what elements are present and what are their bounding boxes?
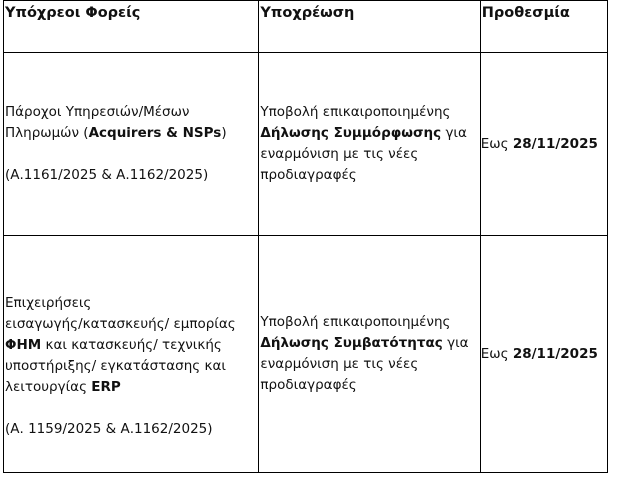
table-header-row bbox=[4, 1, 608, 53]
entities-line: ΦΗΜ και κατασκευής/ τεχνικής bbox=[5, 337, 222, 353]
obligation-bold-title: Δήλωσης Συμβατότητας bbox=[260, 335, 443, 351]
entities-cell bbox=[4, 236, 259, 473]
obligations-table bbox=[3, 0, 608, 473]
entities-bold-name: Acquirers & NSPs bbox=[88, 125, 222, 141]
deadline-date: 28/11/2025 bbox=[512, 345, 598, 362]
header-obligation: Υποχρέωση bbox=[259, 1, 480, 53]
obligation-line: Υποβολή επικαιροποιημένης bbox=[260, 314, 451, 330]
entities-bold-name: ERP bbox=[91, 379, 121, 395]
header-deadline: Προθεσμία bbox=[480, 1, 607, 53]
obligation-line: προδιαγραφές bbox=[260, 377, 357, 393]
obligation-line: Δήλωσης Συμμόρφωσης για bbox=[260, 125, 467, 141]
obligation-cell bbox=[259, 236, 480, 473]
deadline-date: 28/11/2025 bbox=[512, 135, 598, 152]
entities-cell bbox=[4, 53, 259, 236]
header-entities: Υπόχρεοι Φορείς bbox=[4, 1, 259, 53]
entities-bold-name: ΦΗΜ bbox=[5, 337, 42, 353]
obligation-line: Δήλωσης Συμβατότητας για bbox=[260, 335, 469, 351]
entities-line: Πληρωμών (Acquirers & NSPs) bbox=[5, 125, 227, 141]
obligation-line: εναρμόνιση με τις νέες bbox=[260, 146, 419, 162]
entities-line: εισαγωγής/κατασκευής/ εμπορίας bbox=[5, 316, 236, 332]
deadline-cell: Εως 28/11/2025 bbox=[480, 236, 607, 473]
entities-line: λειτουργίας ERP bbox=[5, 379, 121, 395]
obligation-line: προδιαγραφές bbox=[260, 167, 357, 183]
entities-line: Πάροχοι Υπηρεσιών/Μέσων bbox=[5, 104, 190, 120]
decision-reference: (Α. 1159/2025 & Α.1162/2025) bbox=[5, 421, 213, 437]
obligation-bold-title: Δήλωσης Συμμόρφωσης bbox=[260, 125, 442, 141]
obligation-line: Υποβολή επικαιροποιημένης bbox=[260, 104, 451, 120]
deadline-cell: Εως 28/11/2025 bbox=[480, 53, 607, 236]
obligation-cell bbox=[259, 53, 480, 236]
obligation-line: εναρμόνιση με τις νέες bbox=[260, 356, 419, 372]
table-row bbox=[4, 236, 608, 473]
entities-line: υποστήριξης/ εγκατάστασης και bbox=[5, 358, 226, 374]
entities-line: Επιχειρήσεις bbox=[5, 295, 92, 311]
table-row bbox=[4, 53, 608, 236]
decision-reference: (Α.1161/2025 & Α.1162/2025) bbox=[5, 167, 209, 183]
